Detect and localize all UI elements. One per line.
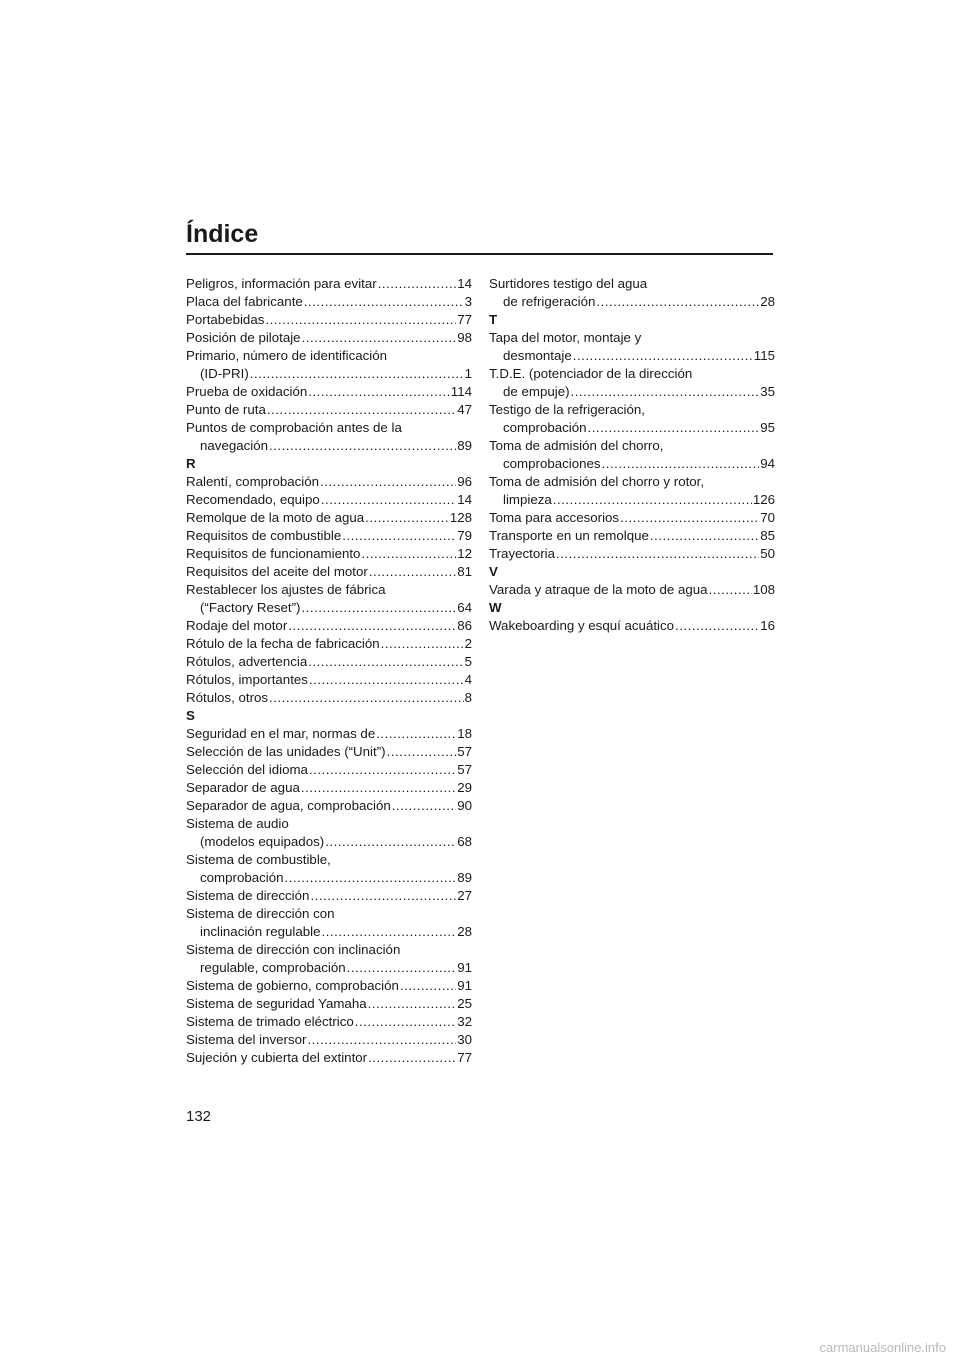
index-entry-text: Rótulos, otros (186, 690, 269, 705)
dot-leader (302, 329, 457, 347)
index-entry (186, 743, 472, 761)
index-entry (186, 491, 472, 509)
index-entry-text: comprobación (200, 870, 284, 885)
index-entry-page: 4 (464, 672, 472, 687)
index-entry-text: Requisitos del aceite del motor (186, 564, 368, 579)
dot-leader (325, 833, 456, 851)
title-divider (186, 253, 773, 255)
index-entry (186, 725, 472, 743)
index-entry (186, 959, 472, 977)
index-entry (186, 761, 472, 779)
index-entry-page: 12 (457, 546, 472, 561)
index-entry-page: 28 (457, 924, 472, 939)
index-entry-page: 30 (457, 1032, 472, 1047)
index-entry-text: navegación (200, 438, 269, 453)
index-entry-text: Seguridad en el mar, normas de (186, 726, 376, 741)
index-entry-text: Punto de ruta (186, 402, 266, 417)
index-entry (489, 491, 775, 509)
index-entry-text: Selección de las unidades (“Unit”) (186, 744, 386, 759)
index-entry-text: comprobaciones (503, 456, 601, 471)
index-entry-text: Remolque de la moto de agua (186, 510, 365, 525)
index-entry (489, 347, 775, 365)
index-entry (186, 869, 472, 887)
index-entry (186, 689, 472, 707)
index-entry-page: 89 (457, 438, 472, 453)
dot-leader (675, 617, 759, 635)
index-entry (186, 473, 472, 491)
index-column-right (489, 275, 775, 635)
dot-leader (368, 1049, 456, 1067)
index-entry-page: 85 (760, 528, 775, 543)
index-entry-text: Trayectoria (489, 546, 556, 561)
index-entry (186, 797, 472, 815)
dot-leader (392, 797, 456, 815)
index-entry-page: 35 (760, 384, 775, 399)
index-section-letter: S (186, 708, 195, 723)
index-entry-heading: T.D.E. (potenciador de la dirección (489, 366, 693, 381)
index-entry-page: 14 (457, 492, 472, 507)
index-entry-heading: Testigo de la refrigeración, (489, 402, 645, 417)
index-entry-heading: Restablecer los ajustes de fábrica (186, 582, 386, 597)
dot-leader (571, 383, 760, 401)
dot-leader (342, 527, 456, 545)
index-section-letter: R (186, 456, 196, 471)
watermark: carmanualsonline.info (819, 1340, 946, 1355)
index-entry-page: 91 (457, 978, 472, 993)
index-entry (489, 293, 775, 311)
index-entry-page: 8 (464, 690, 472, 705)
index-section-letter: W (489, 600, 502, 615)
index-entry (489, 617, 775, 635)
index-entry-text: desmontaje (503, 348, 572, 363)
index-entry (186, 1031, 472, 1049)
index-entry-page: 96 (457, 474, 472, 489)
index-entry-text: Placa del fabricante (186, 294, 303, 309)
dot-leader (355, 1013, 456, 1031)
dot-leader (309, 761, 456, 779)
index-entry (186, 977, 472, 995)
index-entry (186, 833, 472, 851)
page-title: Índice (186, 220, 259, 248)
dot-leader (304, 293, 464, 311)
index-entry-text: limpieza (503, 492, 552, 507)
index-entry-text: Sistema de seguridad Yamaha (186, 996, 367, 1011)
index-entry-page: 27 (457, 888, 472, 903)
index-entry-page: 126 (752, 492, 775, 507)
index-entry (489, 545, 775, 563)
dot-leader (307, 1031, 456, 1049)
index-entry-text: Transporte en un remolque (489, 528, 649, 543)
index-entry (186, 635, 472, 653)
dot-leader (387, 743, 457, 761)
index-entry-heading: Toma de admisión del chorro y rotor, (489, 474, 705, 489)
index-entry (186, 329, 472, 347)
index-entry-page: 57 (457, 762, 472, 777)
index-entry-text: (ID-PRI) (200, 366, 249, 381)
index-entry-text: Requisitos de funcionamiento (186, 546, 361, 561)
index-entry-heading: Surtidores testigo del agua (489, 276, 648, 291)
index-entry (186, 1013, 472, 1031)
dot-leader (620, 509, 759, 527)
index-entry-page: 86 (457, 618, 472, 633)
dot-leader (309, 671, 464, 689)
index-entry-text: Sistema de dirección (186, 888, 310, 903)
index-entry-text: Rótulo de la fecha de fabricación (186, 636, 380, 651)
dot-leader (265, 311, 456, 329)
index-entry (186, 509, 472, 527)
dot-leader (381, 635, 464, 653)
dot-leader (267, 401, 456, 419)
index-entry-text: Ralentí, comprobación (186, 474, 320, 489)
index-entry-page: 1 (464, 366, 472, 381)
dot-leader (301, 779, 456, 797)
index-entry-page: 25 (457, 996, 472, 1011)
dot-leader (320, 473, 456, 491)
index-entry-page: 77 (457, 1050, 472, 1065)
index-entry-text: Rodaje del motor (186, 618, 288, 633)
index-entry-page: 81 (457, 564, 472, 579)
index-entry (186, 545, 472, 563)
index-entry (186, 887, 472, 905)
index-entry-page: 94 (760, 456, 775, 471)
dot-leader (269, 689, 464, 707)
dot-leader (347, 959, 457, 977)
index-entry (186, 1049, 472, 1067)
index-entry (186, 311, 472, 329)
index-entry-text: Sistema de gobierno, comprobación (186, 978, 399, 993)
index-entry-text: comprobación (503, 420, 587, 435)
index-entry-text: Rótulos, importantes (186, 672, 308, 687)
index-entry-text: Selección del idioma (186, 762, 308, 777)
index-entry-heading: Sistema de dirección con (186, 906, 335, 921)
index-entry-text: de refrigeración (503, 294, 596, 309)
dot-leader (321, 491, 456, 509)
index-entry-text: Toma para accesorios (489, 510, 620, 525)
index-entry-text: Sistema del inversor (186, 1032, 307, 1047)
index-entry (186, 599, 472, 617)
index-entry-heading: Sistema de combustible, (186, 852, 331, 867)
index-entry-text: Separador de agua (186, 780, 300, 795)
dot-leader (400, 977, 456, 995)
index-entry-text: Prueba de oxidación (186, 384, 308, 399)
index-entry (186, 563, 472, 581)
index-entry-text: Posición de pilotaje (186, 330, 301, 345)
index-entry-page: 90 (457, 798, 472, 813)
index-entry-page: 14 (457, 276, 472, 291)
dot-leader (250, 365, 464, 383)
index-entry-page: 79 (457, 528, 472, 543)
index-entry-heading: Sistema de audio (186, 816, 289, 831)
dot-leader (285, 869, 457, 887)
index-entry-heading: Sistema de dirección con inclinación (186, 942, 401, 957)
index-entry-text: Separador de agua, comprobación (186, 798, 391, 813)
index-entry (489, 455, 775, 473)
dot-leader (368, 995, 457, 1013)
index-entry-page: 95 (760, 420, 775, 435)
dot-leader (361, 545, 456, 563)
index-entry-text: de empuje) (503, 384, 570, 399)
index-entry-text: Sujeción y cubierta del extintor (186, 1050, 368, 1065)
index-entry-page: 98 (457, 330, 472, 345)
index-entry-page: 18 (457, 726, 472, 741)
dot-leader (308, 383, 450, 401)
index-entry-text: Recomendado, equipo (186, 492, 320, 507)
index-entry (186, 437, 472, 455)
index-entry-heading: Tapa del motor, montaje y (489, 330, 642, 345)
index-entry (186, 527, 472, 545)
index-entry-page: 5 (464, 654, 472, 669)
dot-leader (602, 455, 760, 473)
index-entry-heading: Primario, número de identificación (186, 348, 388, 363)
index-entry-page: 3 (464, 294, 472, 309)
dot-leader (301, 599, 456, 617)
index-entry-page: 70 (760, 510, 775, 525)
index-entry-page: 2 (464, 636, 472, 651)
index-entry-text: Rótulos, advertencia (186, 654, 308, 669)
index-entry-text: Varada y atraque de la moto de agua (489, 582, 708, 597)
index-entry-heading: Puntos de comprobación antes de la (186, 420, 402, 435)
dot-leader (709, 581, 752, 599)
index-entry-text: (modelos equipados) (200, 834, 325, 849)
index-entry-page: 64 (457, 600, 472, 615)
index-entry-page: 128 (449, 510, 472, 525)
dot-leader (288, 617, 456, 635)
index-entry-page: 47 (457, 402, 472, 417)
index-entry (489, 527, 775, 545)
index-section-letter: V (489, 564, 498, 579)
index-entry (489, 419, 775, 437)
index-entry-page: 32 (457, 1014, 472, 1029)
index-entry-page: 50 (760, 546, 775, 561)
dot-leader (378, 275, 457, 293)
index-entry-page: 115 (753, 348, 775, 363)
index-entry-text: Sistema de trimado eléctrico (186, 1014, 354, 1029)
dot-leader (308, 653, 463, 671)
index-entry-page: 89 (457, 870, 472, 885)
index-entry-text: Peligros, información para evitar (186, 276, 377, 291)
dot-leader (269, 437, 456, 455)
index-entry (186, 995, 472, 1013)
index-entry (186, 923, 472, 941)
index-section-letter: T (489, 312, 498, 327)
index-entry (186, 653, 472, 671)
dot-leader (365, 509, 449, 527)
index-entry-page: 77 (457, 312, 472, 327)
index-entry (186, 365, 472, 383)
index-entry (489, 509, 775, 527)
dot-leader (376, 725, 456, 743)
index-entry (186, 779, 472, 797)
index-entry-page: 108 (752, 582, 775, 597)
index-entry-text: Wakeboarding y esquí acuático (489, 618, 675, 633)
dot-leader (310, 887, 456, 905)
index-entry (186, 293, 472, 311)
index-entry-text: (“Factory Reset”) (200, 600, 301, 615)
dot-leader (556, 545, 759, 563)
index-column-left (186, 275, 472, 1067)
dot-leader (573, 347, 753, 365)
dot-leader (596, 293, 759, 311)
index-entry (489, 581, 775, 599)
index-entry-page: 114 (450, 384, 472, 399)
index-entry (489, 383, 775, 401)
page-number: 132 (186, 1108, 212, 1125)
dot-leader (322, 923, 457, 941)
dot-leader (553, 491, 752, 509)
index-entry-heading: Toma de admisión del chorro, (489, 438, 664, 453)
index-entry-text: inclinación regulable (200, 924, 321, 939)
index-entry-page: 57 (457, 744, 472, 759)
dot-leader (650, 527, 759, 545)
index-entry-page: 68 (457, 834, 472, 849)
dot-leader (588, 419, 760, 437)
index-entry-page: 29 (457, 780, 472, 795)
index-entry-page: 28 (760, 294, 775, 309)
index-entry (186, 401, 472, 419)
index-entry-page: 16 (760, 618, 775, 633)
index-entry (186, 617, 472, 635)
index-entry-text: Requisitos de combustible (186, 528, 342, 543)
dot-leader (369, 563, 456, 581)
index-entry-text: Portabebidas (186, 312, 265, 327)
index-entry (186, 275, 472, 293)
index-entry (186, 383, 472, 401)
index-entry-page: 91 (457, 960, 472, 975)
index-entry (186, 671, 472, 689)
index-entry-text: regulable, comprobación (200, 960, 346, 975)
